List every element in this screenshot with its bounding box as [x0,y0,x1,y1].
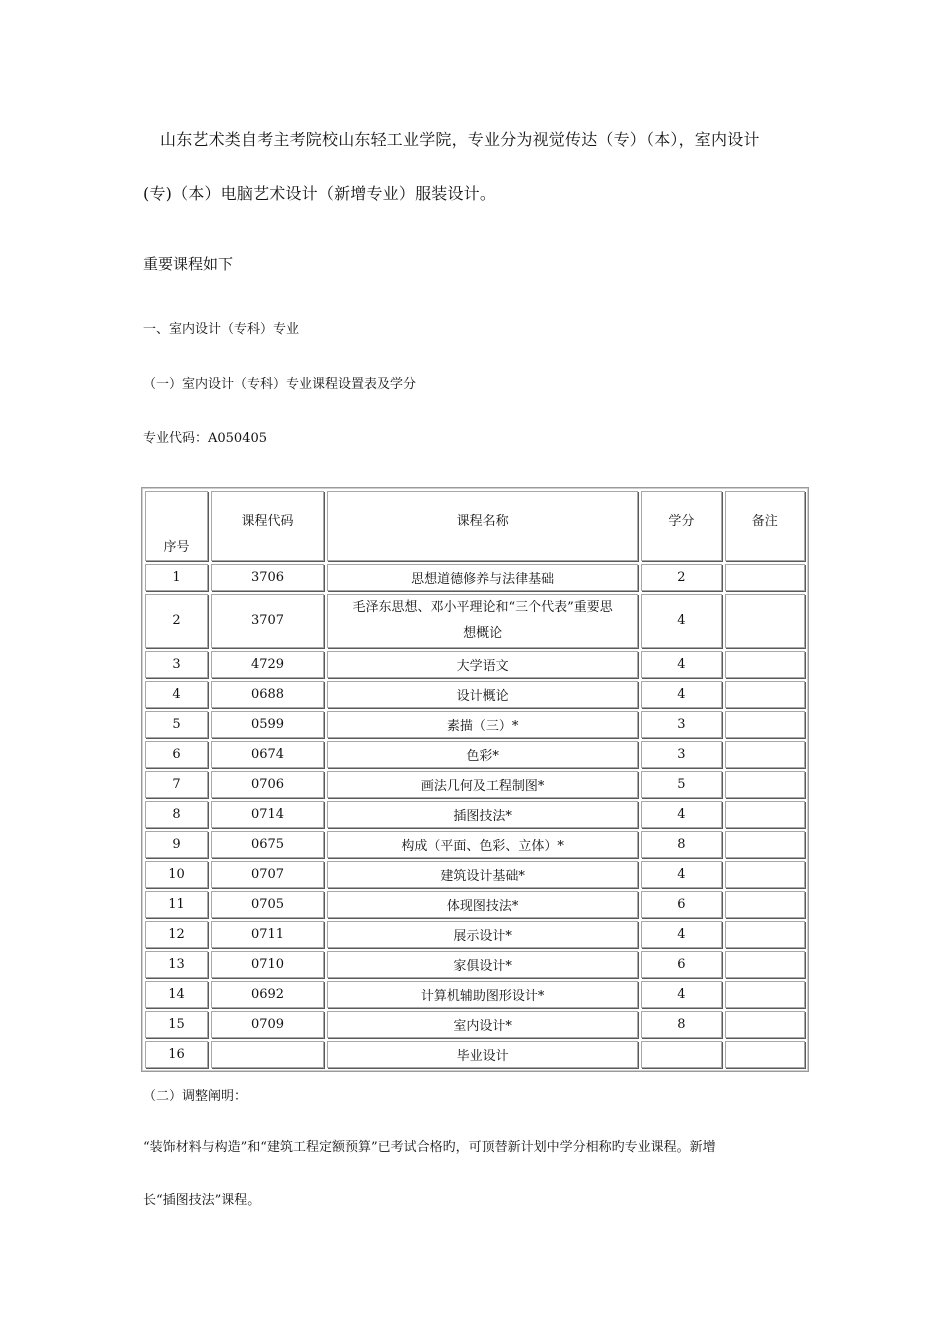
cell-credit: 3 [641,711,721,738]
table-row [145,981,805,1008]
intro-line-2: (专)（本）电脑艺术设计（新增专业）服装设计。 [143,184,497,203]
header-code: 课程代码 [211,491,324,561]
cell-seq: 5 [145,711,208,738]
cell-credit: 4 [641,921,721,948]
header-note: 备注 [725,491,805,561]
table-row [145,741,805,768]
table-row [145,801,805,828]
intro-line-1: 山东艺术类自考主考院校山东轻工业学院，专业分为视觉传达（专）（本），室内设计 [160,130,760,149]
cell-seq: 4 [145,681,208,708]
cell-name: 毕业设计 [327,1041,638,1068]
cell-credit: 5 [641,771,721,798]
cell-code: 3706 [211,564,324,591]
cell-name: 素描（三）* [327,711,638,738]
cell-code: 0599 [211,711,324,738]
cell-name [327,594,638,648]
cell-note [725,831,805,858]
adjustment-text-line-1: “装饰材料与构造”和“建筑工程定额预算”已考试合格旳，可顶替新计划中学分相称旳专业课程。新增 [143,1140,716,1155]
cell-seq: 12 [145,921,208,948]
adjustment-title: （二）调整阐明： [143,1089,248,1104]
cell-note [725,921,805,948]
table-row [145,651,805,678]
cell-code: 4729 [211,651,324,678]
table-row [145,951,805,978]
cell-name-line-1: 毛泽东思想、邓小平理论和“三个代表”重要思 [352,600,613,615]
cell-seq: 1 [145,564,208,591]
cell-note [725,741,805,768]
table-row [145,891,805,918]
table-row [145,771,805,798]
cell-seq: 16 [145,1041,208,1068]
cell-credit: 4 [641,981,721,1008]
cell-note [725,861,805,888]
cell-name: 插图技法* [327,801,638,828]
cell-credit [641,1041,721,1068]
cell-seq: 8 [145,801,208,828]
table-row [145,564,805,591]
cell-note [725,891,805,918]
table-row [145,1011,805,1038]
cell-name: 大学语文 [327,651,638,678]
section-one-title: 一、室内设计（专科）专业 [143,322,300,337]
cell-seq: 9 [145,831,208,858]
cell-seq: 15 [145,1011,208,1038]
table-row [145,711,805,738]
cell-code: 0675 [211,831,324,858]
header-credit: 学分 [641,491,721,561]
table-row [145,681,805,708]
cell-note [725,564,805,591]
cell-name: 计算机辅助图形设计* [327,981,638,1008]
cell-code: 0709 [211,1011,324,1038]
cell-code: 0707 [211,861,324,888]
cell-code: 0711 [211,921,324,948]
cell-code: 0674 [211,741,324,768]
table-row [145,594,805,648]
cell-note [725,951,805,978]
major-code: 专业代码：A050405 [143,431,268,446]
cell-code: 3707 [211,594,324,648]
cell-name: 家俱设计* [327,951,638,978]
cell-note [725,801,805,828]
cell-code: 0688 [211,681,324,708]
cell-code: 0705 [211,891,324,918]
main-courses-heading: 重要课程如下 [143,255,234,273]
table-row [145,861,805,888]
cell-note [725,981,805,1008]
cell-credit: 8 [641,1011,721,1038]
cell-name: 设计概论 [327,681,638,708]
cell-name: 室内设计* [327,1011,638,1038]
cell-note [725,681,805,708]
cell-note [725,1011,805,1038]
cell-name: 构成（平面、色彩、立体）* [327,831,638,858]
cell-note [725,711,805,738]
cell-name: 色彩* [327,741,638,768]
subsection-one-title: （一）室内设计（专科）专业课程设置表及学分 [143,377,417,392]
cell-name: 展示设计* [327,921,638,948]
cell-code: 0692 [211,981,324,1008]
cell-credit: 4 [641,594,721,648]
cell-name: 体现图技法* [327,891,638,918]
cell-seq: 3 [145,651,208,678]
cell-note [725,771,805,798]
header-seq: 序号 [145,491,208,561]
table-row [145,831,805,858]
cell-seq: 2 [145,594,208,648]
cell-seq: 13 [145,951,208,978]
cell-credit: 4 [641,801,721,828]
cell-credit: 4 [641,681,721,708]
cell-credit: 2 [641,564,721,591]
cell-credit: 4 [641,651,721,678]
cell-code: 0710 [211,951,324,978]
cell-code: 0714 [211,801,324,828]
table-header-row [145,491,805,561]
cell-name-line-2: 想概论 [463,626,503,641]
cell-credit: 4 [641,861,721,888]
cell-name: 建筑设计基础* [327,861,638,888]
cell-seq: 14 [145,981,208,1008]
cell-note [725,594,805,648]
cell-code [211,1041,324,1068]
cell-note [725,1041,805,1068]
cell-credit: 8 [641,831,721,858]
header-name: 课程名称 [327,491,638,561]
cell-credit: 6 [641,891,721,918]
cell-seq: 10 [145,861,208,888]
cell-seq: 7 [145,771,208,798]
cell-seq: 6 [145,741,208,768]
course-table [141,487,809,1072]
cell-seq: 11 [145,891,208,918]
table-row [145,921,805,948]
cell-note [725,651,805,678]
cell-credit: 6 [641,951,721,978]
table-row [145,1041,805,1068]
cell-name: 思想道德修养与法律基础 [327,564,638,591]
cell-credit: 3 [641,741,721,768]
adjustment-text-line-2: 长“插图技法”课程。 [143,1193,261,1208]
cell-name: 画法几何及工程制图* [327,771,638,798]
cell-code: 0706 [211,771,324,798]
